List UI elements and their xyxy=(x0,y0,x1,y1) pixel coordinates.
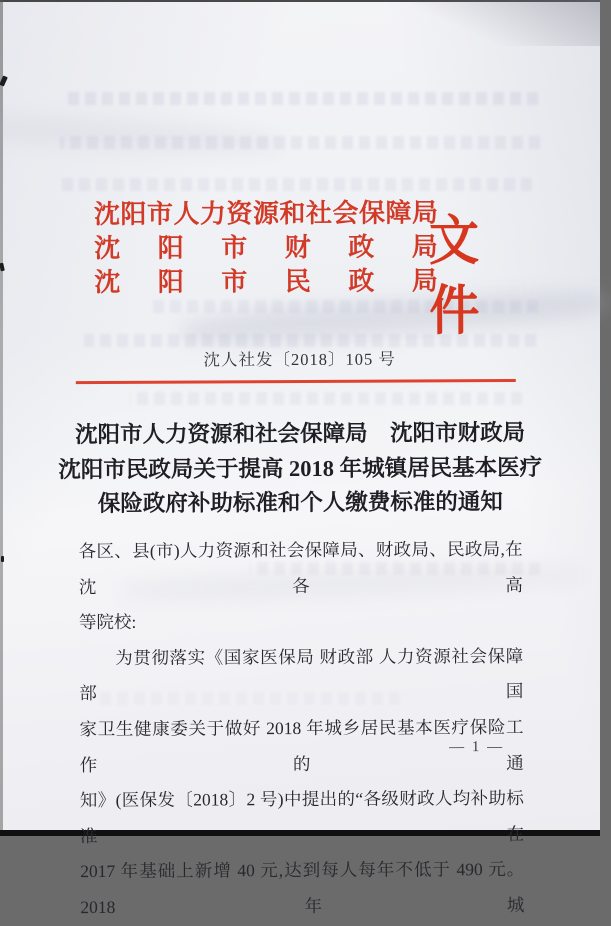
letterhead-agency-line-2: 沈阳市财政局 xyxy=(94,232,439,264)
body-paragraph-line-4: 2017 年基础上新增 40 元,达到每人每年不低于 490 元。2018 年城 xyxy=(80,859,525,918)
document-body xyxy=(79,532,525,926)
page-number: — 1 — xyxy=(449,739,505,756)
document-title-line-2: 沈阳市民政局关于提高 2018 年城镇居民基本医疗 xyxy=(58,454,543,482)
document-title xyxy=(40,416,560,522)
body-paragraph-line-1: 为贯彻落实《国家医保局 财政部 人力资源社会保障部 国 xyxy=(79,645,524,704)
letterhead-document-type-label: 文件 xyxy=(428,212,477,343)
document-title-line-3: 保险政府补助标准和个人缴费标准的通知 xyxy=(97,489,503,516)
body-paragraph-line-3: 知》(医保发〔2018〕2 号)中提出的“各级财政人均补助标准在 xyxy=(79,788,525,846)
letterhead-agency-line-3: 沈阳市民政局 xyxy=(94,266,439,298)
letterhead xyxy=(94,196,438,300)
body-salutation-line-1: 各区、县(市)人力资源和社会保障局、财政局、民政局,在沈各高 xyxy=(78,538,523,597)
body-paragraph-line-2: 家卫生健康委关于做好 2018 年城乡居民基本医疗保险工作的通 xyxy=(79,716,524,775)
letterhead-red-rule xyxy=(76,379,516,384)
document-title-line-1: 沈阳市人力资源和社会保障局 沈阳市财政局 xyxy=(75,419,526,448)
document-number: 沈人社发〔2018〕105 号 xyxy=(203,349,396,370)
body-salutation-line-2: 等院校: xyxy=(78,611,137,633)
letterhead-agency-line-1: 沈阳市人力资源和社会保障局 xyxy=(93,198,439,230)
